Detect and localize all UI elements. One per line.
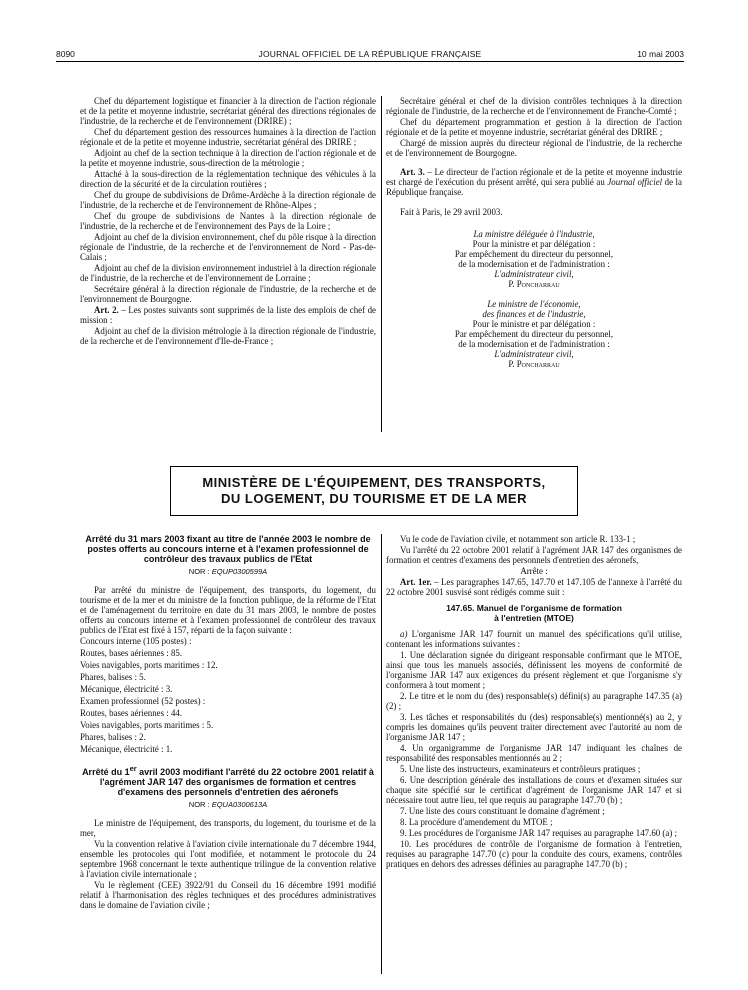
paragraph: Vu le code de l'aviation civile, et notamment son article R. 133-1 ; bbox=[400, 534, 636, 544]
issue-date: 10 mai 2003 bbox=[637, 49, 684, 59]
arrete-word: Arrête : bbox=[520, 566, 548, 576]
signature-block-1 bbox=[386, 229, 682, 289]
article-label: Art. 1er. bbox=[400, 577, 432, 587]
list-item: 10. Les procédures de contrôle de l'organisme de formation à l'entretien, requises au paragraphe 147.70 (c) pour la conduite des cours, examens, contrôles pratiques en dehors des adresses définies au paragraphe 147.70 (b) ; bbox=[386, 839, 682, 869]
nor-label: NOR : bbox=[188, 800, 212, 809]
article-label: Art. 3. bbox=[400, 167, 425, 177]
list-item: Voies navigables, ports maritimes : 5. bbox=[80, 720, 214, 730]
column-divider-top bbox=[381, 96, 382, 432]
title-part: Arrêté du 1 bbox=[82, 767, 130, 777]
signature-date: Fait à Paris, le 29 avril 2003. bbox=[400, 207, 503, 217]
nor-code: EQUP0300599A bbox=[211, 567, 268, 576]
signature-line: de la modernisation et de l'administration : bbox=[458, 339, 610, 349]
section-heading bbox=[386, 603, 682, 623]
list-item: Phares, balises : 2. bbox=[80, 732, 146, 742]
signature-line: Par empêchement du directeur du personnel, bbox=[454, 249, 614, 259]
paragraph: Adjoint au chef de la section technique à la direction de l'action régionale et de la petite et moyenne industrie, sous-direction de la métrologie ; bbox=[80, 148, 376, 168]
journal-title: JOURNAL OFFICIEL DE LA RÉPUBLIQUE FRANÇAISE bbox=[258, 49, 482, 59]
list-item: Voies navigables, ports maritimes : 12. bbox=[80, 660, 218, 670]
journal-reference: Journal officiel bbox=[607, 177, 663, 187]
right-column-top bbox=[386, 96, 682, 379]
paragraph: Vu le règlement (CEE) 3922/91 du Conseil du 16 décembre 1991 modifié relatif à l'harmonisation des règles techniques et des procédures administratives dans le domaine de l'aviation civile ; bbox=[80, 880, 376, 910]
signatory-role: La ministre déléguée à l'industrie, bbox=[473, 229, 595, 239]
list-item: Examen professionnel (52 postes) : bbox=[80, 696, 206, 706]
list-item: 3. Les tâches et responsabilités du (des) responsable(s) mentionné(s) au 2, y compris les domaines qu'ils peuvent traiter directement avec l'autorité au nom de l'organisme JAR 147 ; bbox=[386, 712, 682, 742]
arrete-title bbox=[80, 764, 376, 797]
page-header bbox=[56, 47, 684, 62]
title-sup: er bbox=[129, 764, 137, 773]
list-item: 6. Une description générale des installations de cours et d'examen situées sur chaque site spécifié sur le certificat d'agrément de l'organisme JAR 147 et si nécessaire tout autre lieu, tel que requis au paragraphe 147.70 (b) ; bbox=[386, 775, 682, 805]
signature-line: Pour le ministre et par délégation : bbox=[472, 319, 596, 329]
signatory-role: des finances et de l'industrie, bbox=[482, 309, 586, 319]
signatory-role: L'administrateur civil, bbox=[494, 349, 574, 359]
list-item: 9. Les procédures de l'organisme JAR 147 requises au paragraphe 147.60 (a) ; bbox=[400, 828, 677, 838]
paragraph: Vu l'arrêté du 22 octobre 2001 relatif à l'agrément JAR 147 des organismes de formation et centres d'examens des personnels d'entretien des aéronefs, bbox=[386, 545, 682, 565]
paragraph: Chef du département logistique et financier à la direction de l'action régionale et de la petite et moyenne industrie, secrétariat général des directions régionales de l'industrie, de la recherche et de l'environnement (DRIRE) ; bbox=[80, 96, 376, 126]
article-text: – Les postes suivants sont supprimés de la liste des emplois de chef de mission : bbox=[80, 305, 376, 325]
paragraph: Vu la convention relative à l'aviation civile internationale du 7 décembre 1944, ensemble les protocoles qui l'ont modifiée, et notamment le protocole du 24 septembre 1968 concernant le texte authentique trilingue de la convention relative à l'aviation civile internationale ; bbox=[80, 839, 376, 879]
article-2 bbox=[80, 305, 376, 325]
left-column-top bbox=[80, 96, 376, 347]
paragraph: Chef du département programmation et gestion à la direction de l'action régionale et de la petite et moyenne industrie, secrétariat général des DRIRE ; bbox=[386, 117, 682, 137]
paragraph: Chargé de mission auprès du directeur régional de l'industrie, de la recherche et de l'environnement de Bourgogne. bbox=[386, 138, 682, 158]
signature-line: de la modernisation et de l'administration : bbox=[458, 259, 610, 269]
nor-reference bbox=[80, 567, 376, 577]
paragraph: Attaché à la sous-direction de la réglementation technique des véhicules à la direction de la sécurité et de la circulation routières ; bbox=[80, 169, 376, 189]
list-item: Routes, bases aériennes : 85. bbox=[80, 648, 183, 658]
paragraph: Chef du groupe de subdivisions de Drôme-Ardèche à la direction régionale de l'industrie, de la recherche et de l'environnement de Rhône-Alpes ; bbox=[80, 190, 376, 210]
paragraph: Secrétaire général à la direction régionale de l'industrie, de la recherche et de l'environnement de Bourgogne. bbox=[80, 284, 376, 304]
list-item: Mécanique, électricité : 1. bbox=[80, 744, 173, 754]
ministry-line: DU LOGEMENT, DU TOURISME ET DE LA MER bbox=[221, 491, 527, 506]
list-item: 5. Une liste des instructeurs, examinateurs et contrôleurs pratiques ; bbox=[400, 764, 641, 774]
paragraph: Adjoint au chef de la division environnement industriel à la direction régionale de l'industrie, de la recherche et de l'environnement de Lorraine ; bbox=[80, 263, 376, 283]
list-item: Phares, balises : 5. bbox=[80, 672, 146, 682]
left-column-bottom bbox=[80, 534, 376, 911]
nor-code: EQUA0300613A bbox=[211, 800, 268, 809]
article-1 bbox=[386, 577, 682, 597]
article-label: Art. 2. bbox=[94, 305, 119, 315]
article-3 bbox=[386, 167, 682, 197]
ministry-line: MINISTÈRE DE L'ÉQUIPEMENT, DES TRANSPORTS, bbox=[202, 475, 546, 490]
page-number: 8090 bbox=[56, 49, 75, 59]
item-label: a) bbox=[400, 629, 408, 639]
signatory-name: P. Poncharrau bbox=[508, 279, 560, 289]
signatory-role: Le ministre de l'économie, bbox=[487, 299, 581, 309]
article-text: – Les paragraphes 147.65, 147.70 et 147.105 de l'annexe à l'arrêté du 22 octobre 2001 susvisé sont rédigés comme suit : bbox=[386, 577, 682, 597]
paragraph: Secrétaire général et chef de la division contrôles techniques à la direction régionale de l'industrie, de la recherche et de l'environnement de Franche-Comté ; bbox=[386, 96, 682, 116]
article-text: – Le directeur de l'action régionale et de la petite et moyenne industrie est chargé de l'exécution du présent arrêté, qui sera publié au bbox=[386, 167, 683, 187]
title-part: avril 2003 modifiant l'arrêté du 22 octobre 2001 relatif à l'agrément JAR 147 des organismes de formation et centres d'examens des personnels d'entretien des aéronefs bbox=[99, 767, 374, 797]
heading-line: 147.65. Manuel de l'organisme de formation bbox=[446, 603, 622, 613]
paragraph: Par arrêté du ministre de l'équipement, des transports, du logement, du tourisme et de la mer et du ministre de la fonction publique, de la réforme de l'Etat et de l'aménagement du territoire en date du 31 mars 2003, le nombre de postes offerts au concours interne et à l'examen professionnel de contrôleur des travaux publics de l'Etat est fixé à 157, réparti de la façon suivante : bbox=[80, 585, 376, 635]
paragraph: Chef du groupe de subdivisions de Nantes à la direction régionale de l'industrie, de la recherche et de l'environnement des Pays de la Loire ; bbox=[80, 211, 376, 231]
article-text: de la République française. bbox=[386, 177, 682, 197]
signature-block-2 bbox=[386, 299, 682, 369]
item-text: L'organisme JAR 147 fournit un manuel des spécifications qu'il utilise, contenant les informations suivantes : bbox=[386, 629, 682, 649]
signature-line: Pour la ministre et par délégation : bbox=[472, 239, 596, 249]
signature-line: Par empêchement du directeur du personnel, bbox=[454, 329, 614, 339]
nor-label: NOR : bbox=[188, 567, 212, 576]
paragraph: Le ministre de l'équipement, des transports, du logement, du tourisme et de la mer, bbox=[80, 818, 376, 838]
heading-line: à l'entretien (MTOE) bbox=[494, 613, 574, 623]
list-item: 4. Un organigramme de l'organisme JAR 147 indiquant les chaînes de responsabilité des responsables mentionnés au 2 ; bbox=[386, 743, 682, 763]
paragraph: Adjoint au chef de la division environnement, chef du pôle risque à la direction régionale de l'industrie, de la recherche et de l'environnement de Nord - Pas-de-Calais ; bbox=[80, 232, 376, 262]
nor-reference bbox=[80, 800, 376, 810]
post-distribution-list bbox=[80, 636, 376, 754]
column-divider-bottom bbox=[381, 534, 382, 974]
ministry-banner bbox=[170, 466, 578, 516]
paragraph: Chef du département gestion des ressources humaines à la direction de l'action régionale et de la petite et moyenne industrie, secrétariat général des DRIRE ; bbox=[80, 127, 376, 147]
arrete-title: Arrêté du 31 mars 2003 fixant au titre de l'année 2003 le nombre de postes offerts au concours interne et à l'examen professionnel de contrôleur des travaux publics de l'Etat bbox=[85, 534, 371, 564]
list-item: 2. Le titre et le nom du (des) responsable(s) défini(s) au paragraphe 147.35 (a) (2) ; bbox=[386, 691, 682, 711]
list-item: 1. Une déclaration signée du dirigeant responsable confirmant que le MTOE, ainsi que tous les manuels associés, définissent les moyens de conformité de l'organisme JAR 147 aux exigences du présent règlement et que l'organisme s'y conformera à tout moment ; bbox=[386, 650, 682, 690]
list-item: 7. Une liste des cours constituant le domaine d'agrément ; bbox=[400, 806, 605, 816]
list-item: Concours interne (105 postes) : bbox=[80, 636, 192, 646]
paragraph: Adjoint au chef de la division métrologie à la direction régionale de l'industrie, de la recherche et de l'environnement d'Ile-de-France ; bbox=[80, 326, 376, 346]
list-item: Routes, bases aériennes : 44. bbox=[80, 708, 183, 718]
signatory-name: P. Poncharrau bbox=[508, 359, 560, 369]
list-item: 8. La procédure d'amendement du MTOE ; bbox=[400, 817, 553, 827]
paragraph bbox=[386, 629, 682, 649]
signatory-role: L'administrateur civil, bbox=[494, 269, 574, 279]
right-column-bottom bbox=[386, 534, 682, 870]
list-item: Mécanique, électricité : 3. bbox=[80, 684, 173, 694]
